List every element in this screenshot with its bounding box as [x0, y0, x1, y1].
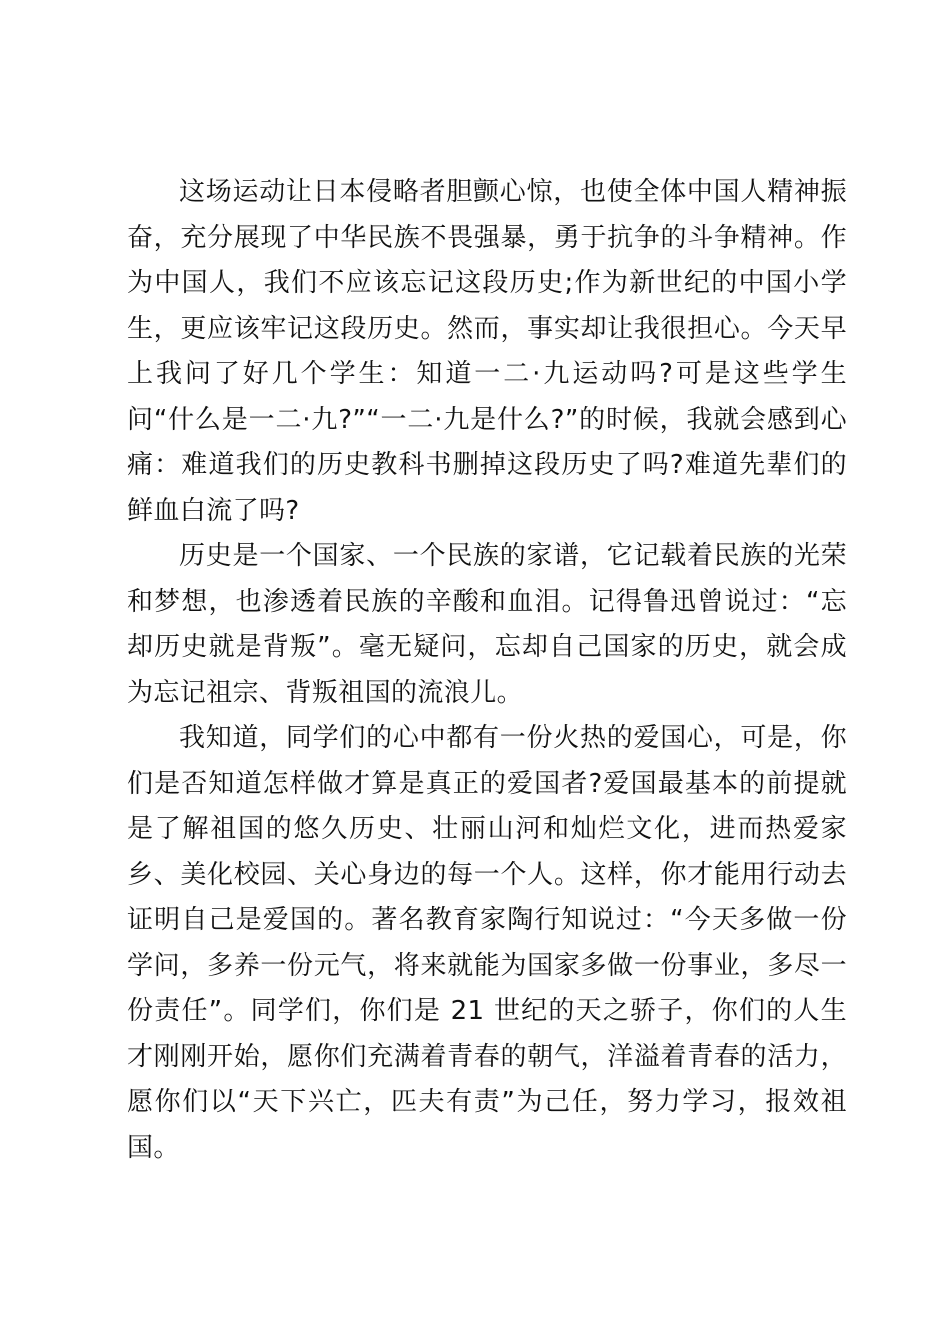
paragraph-2: 历史是一个国家、一个民族的家谱，它记载着民族的光荣和梦想，也渗透着民族的辛酸和血泪。记得鲁迅曾说过：“忘却历史就是背叛”。毫无疑问，忘却自己国家的历史，就会成为忘记祖宗、背叛祖国的流浪儿。: [127, 541, 847, 708]
document-body: [127, 170, 847, 1171]
paragraph-1: 这场运动让日本侵略者胆颤心惊，也使全体中国人精神振奋，充分展现了中华民族不畏强暴，勇于抗争的斗争精神。作为中国人，我们不应该忘记这段历史;作为新世纪的中国小学生，更应该牢记这段历史。然而，事实却让我很担心。今天早上我问了好几个学生：知道一二·九运动吗?可是这些学生问“什么是一二·九?”“一二·九是什么?”的时候，我就会感到心痛：难道我们的历史教科书删掉这段历史了吗?难道先辈们的鲜血白流了吗?: [127, 177, 847, 526]
paragraph-3: 我知道，同学们的心中都有一份火热的爱国心，可是，你们是否知道怎样做才算是真正的爱国者?爱国最基本的前提就是了解祖国的悠久历史、壮丽山河和灿烂文化，进而热爱家乡、美化校园、关心身边的每一个人。这样，你才能用行动去证明自己是爱国的。著名教育家陶行知说过：“今天多做一份学问，多养一份元气，将来就能为国家多做一份事业，多尽一份责任”。同学们，你们是 21 世纪的天之骄子，你们的人生才刚刚开始，愿你们充满着青春的朝气，洋溢着青春的活力，愿你们以“天下兴亡，匹夫有责”为己任，努力学习，报效祖国。: [127, 723, 847, 1163]
